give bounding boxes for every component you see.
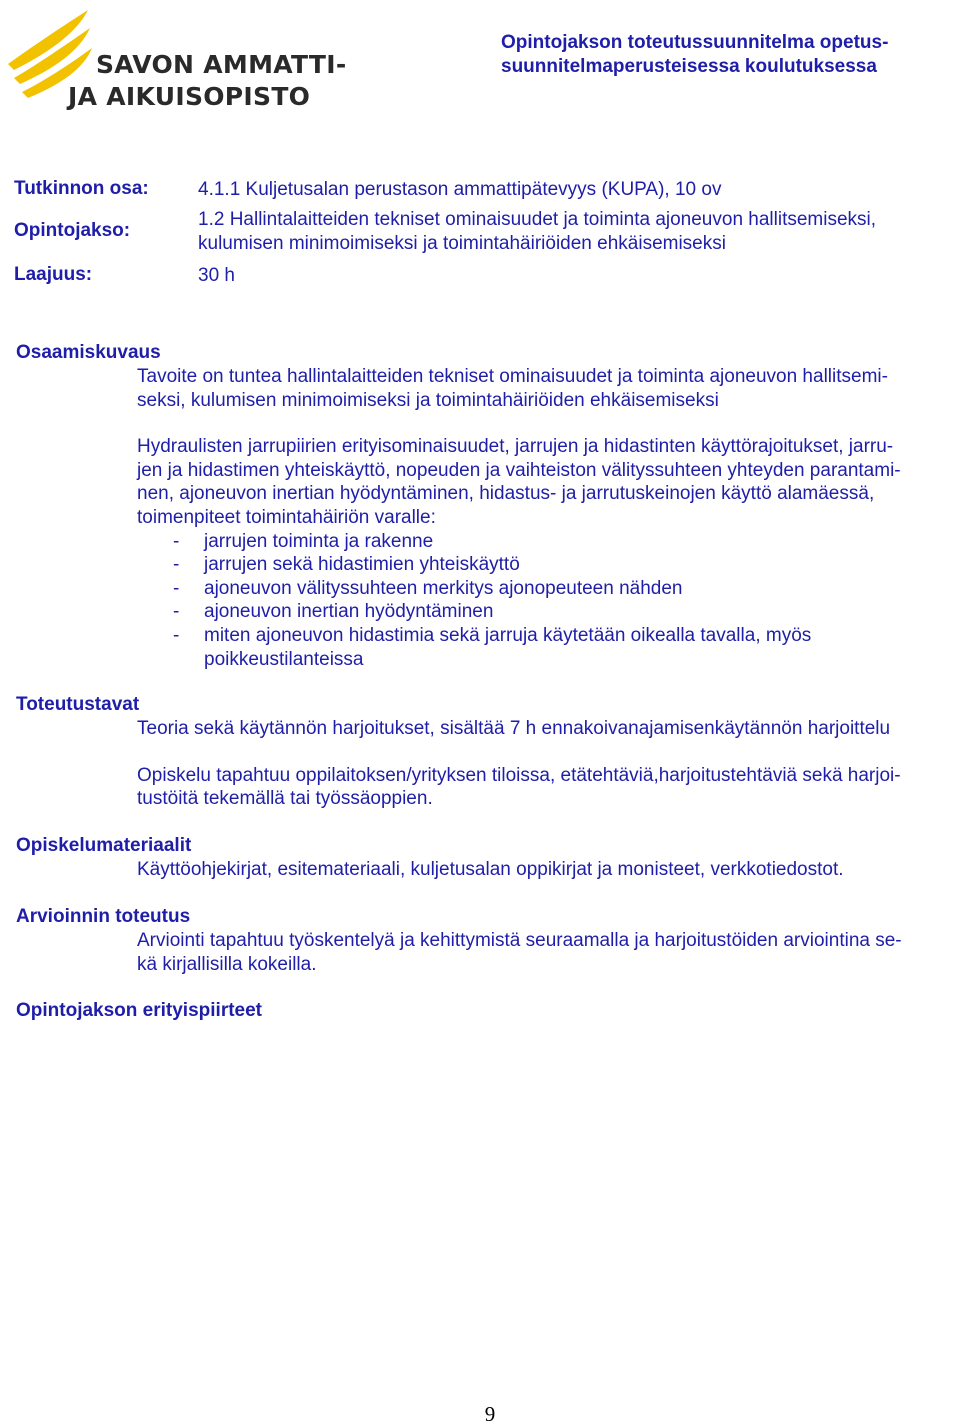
section-title: Opiskelumateriaalit — [16, 835, 192, 856]
tutkinnon-osa-label: Tutkinnon osa: — [14, 178, 149, 199]
text-line: kä kirjallisilla kokeilla. — [137, 953, 317, 975]
document-title-line2: suunnitelmaperusteisessa koulutuksessa — [501, 56, 877, 77]
opintojakso-value-line2: kulumisen minimoimiseksi ja toimintahäiriöiden ehkäisemiseksi — [198, 233, 726, 254]
section-title: Toteutustavat — [16, 694, 140, 715]
paragraph: Käyttöohjekirjat, esitemateriaali, kuljetusalan oppikirjat ja monisteet, verkkotiedostot. — [137, 859, 844, 880]
paragraph — [137, 764, 956, 811]
section-title: Osaamiskuvaus — [16, 342, 161, 363]
text-line: Arviointi tapahtuu työskentelyä ja kehittymistä seuraamalla ja harjoitustöiden arviointina se- — [137, 930, 902, 951]
opintojakso-value — [198, 208, 876, 256]
text-line: Hydraulisten jarrupiirien erityisominaisuudet, jarrujen ja hidastinten käyttörajoitukset, jarru- — [137, 436, 894, 458]
bullet-list — [137, 530, 956, 672]
text-line: Opiskelu tapahtuu oppilaitoksen/yrityksen tiloissa, etätehtäviä,harjoitustehtäviä sekä harjoi- — [137, 764, 901, 786]
laajuus-label: Laajuus: — [14, 264, 93, 285]
section-title: Opintojakson erityispiirteet — [16, 1000, 262, 1021]
paragraph — [137, 435, 956, 529]
section-arvioinnin-toteutus — [16, 905, 956, 976]
logo — [8, 10, 347, 111]
tutkinnon-osa-value: 4.1.1 Kuljetusalan perustason ammattipätevyys (KUPA), 10 ov — [198, 179, 722, 200]
section-toteutustavat — [16, 693, 956, 811]
opintojakso-value-line1: 1.2 Hallintalaitteiden tekniset ominaisuudet ja toiminta ajoneuvon hallitsemiseksi, — [198, 209, 877, 230]
text-line: tustöitä tekemällä tai työssäoppien. — [137, 788, 433, 810]
section-osaamiskuvaus — [16, 341, 956, 671]
list-item: - ajoneuvon inertian hyödyntäminen — [173, 601, 494, 623]
logo-text-line2: JA AIKUISOPISTO — [68, 82, 311, 111]
text-line: jen ja hidastimen yhteiskäyttö, nopeuden ja vaihteiston välityssuhteen yhteyden parantami- — [137, 459, 901, 481]
page-number: 9 — [484, 1402, 496, 1426]
opintojakso-label: Opintojakso: — [14, 220, 131, 241]
text-line: Tavoite on tuntea hallintalaitteiden tekniset ominaisuudet ja toiminta ajoneuvon hallitsemi- — [137, 366, 888, 387]
text-line: nen, ajoneuvon inertian hyödyntäminen, hidastus- ja jarrutuskeinojen käyttö alamäessä, — [137, 483, 875, 505]
laajuus-value: 30 h — [198, 265, 235, 286]
section-title: Arvioinnin toteutus — [16, 906, 191, 927]
list-item: - miten ajoneuvon hidastimia sekä jarruja käytetään oikealla tavalla, myös poikkeustilanteissa — [173, 624, 812, 670]
paragraph: Teoria sekä käytännön harjoitukset, sisältää 7 h ennakoivanajamisenkäytännön harjoittelu — [137, 718, 891, 739]
text-line: toimenpiteet toimintahäiriön varalle: — [137, 506, 436, 528]
list-item: - jarrujen toiminta ja rakenne — [173, 530, 434, 552]
document-title — [501, 31, 941, 79]
logo-text-line1: SAVON AMMATTI- — [96, 50, 347, 79]
section-erityispiirteet — [16, 999, 956, 1023]
document-title-line1: Opintojakson toteutussuunnitelma opetus- — [501, 32, 889, 53]
text-line: seksi, kulumisen minimoimiseksi ja toimintahäiriöiden ehkäisemiseksi — [137, 389, 719, 411]
section-opiskelumateriaalit — [16, 834, 956, 882]
list-item: - jarrujen sekä hidastimien yhteiskäyttö — [173, 554, 520, 576]
list-item: - ajoneuvon välityssuhteen merkitys ajonopeuteen nähden — [173, 577, 683, 599]
paragraph — [137, 365, 956, 412]
paragraph — [137, 929, 956, 976]
